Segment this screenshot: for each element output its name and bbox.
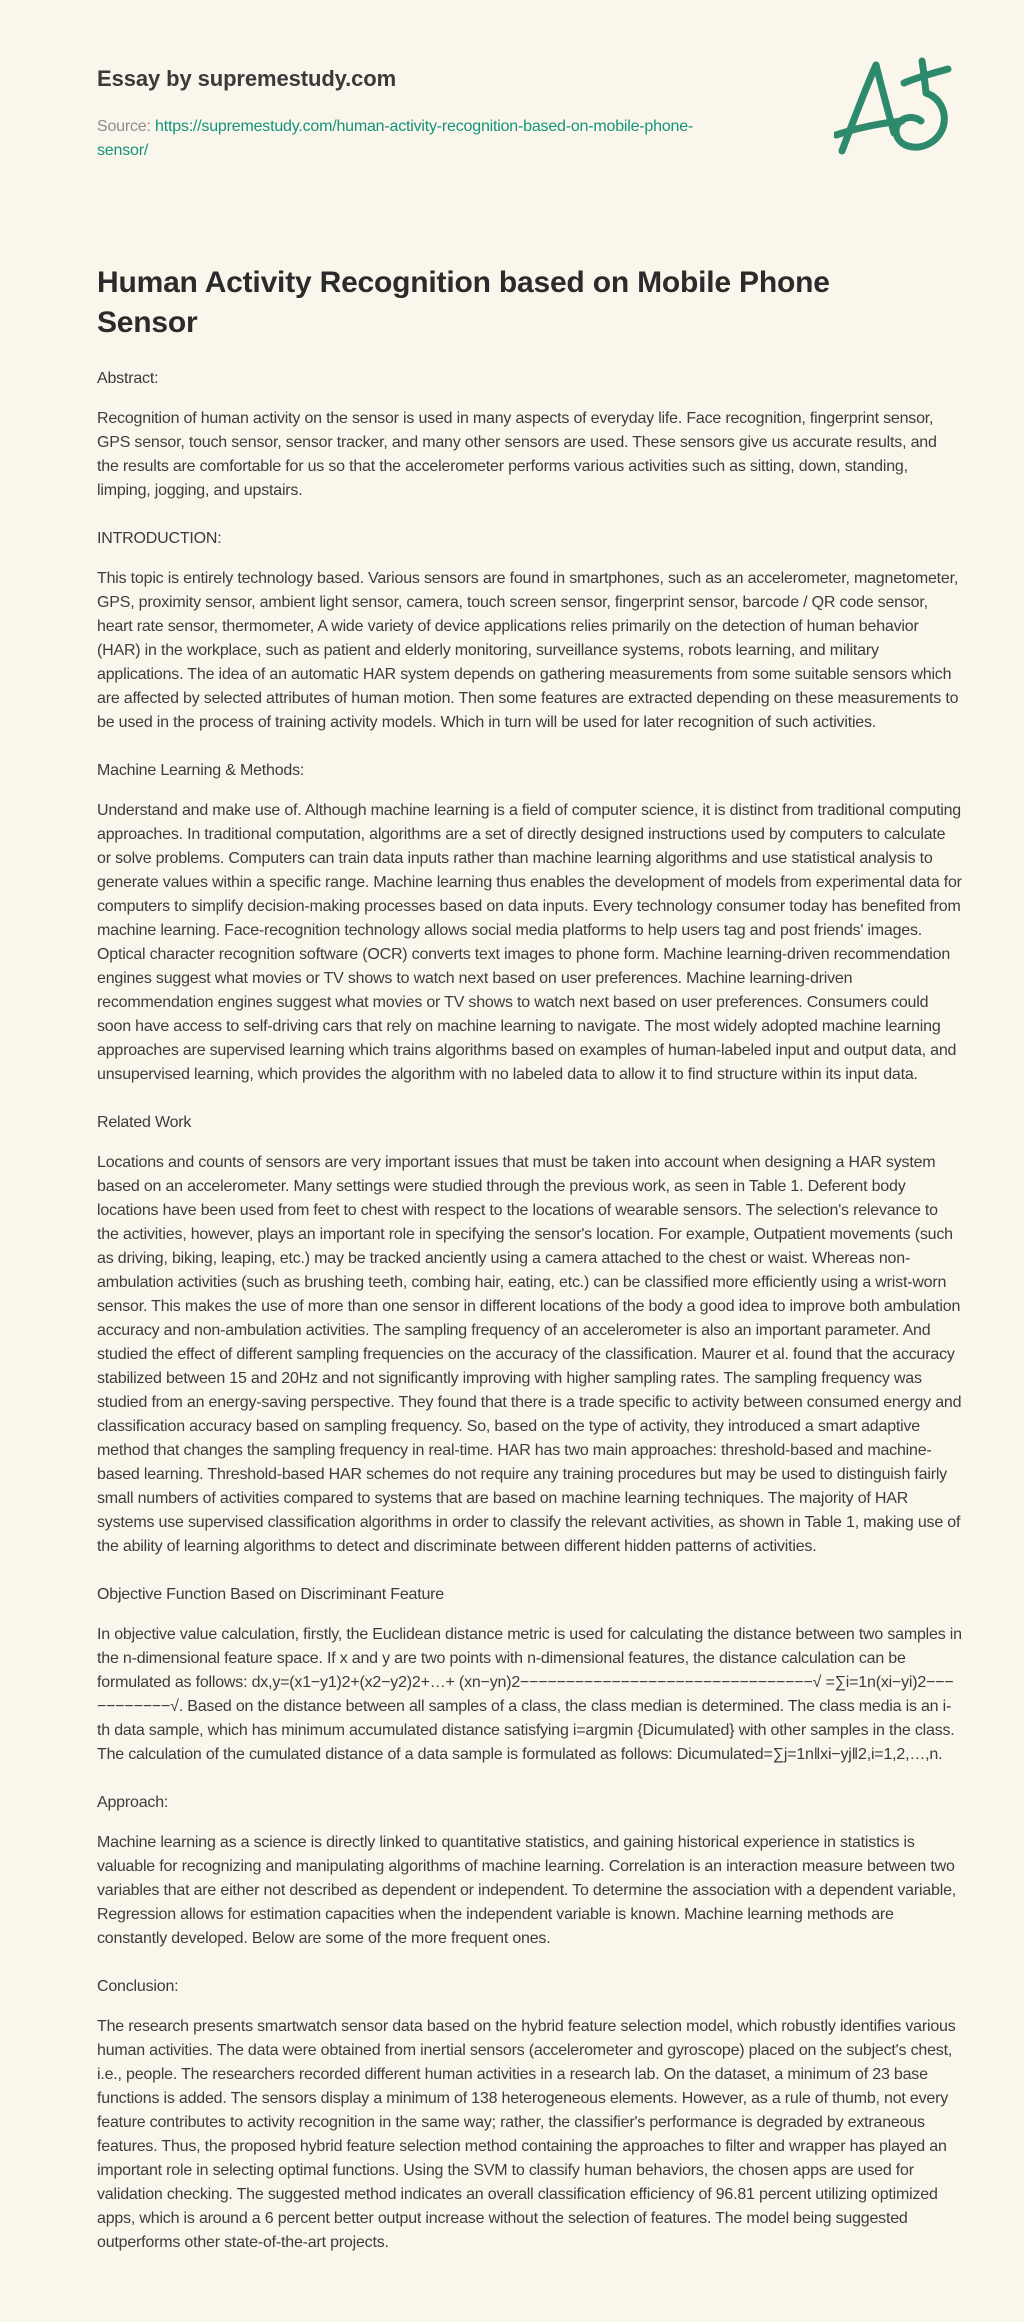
section-heading: INTRODUCTION: xyxy=(97,530,222,547)
section-body: Understand and make use of. Although machine learning is a field of computer science, it is distinct from traditional computing approaches. In traditional computation, algorithms are a set of directly designed instructions used by computers to calculate or solve problems. Computers can train data inputs rather than machine learning algorithms and use statistical analysis to generate values within a specific range. Machine learning thus enables the development of models from experimental data for computers to simplify decision-making processes based on data inputs. Every technology consumer today has benefited from machine learning. Face-recognition technology allows social media platforms to help users tag and post friends' images. Optical character recognition software (OCR) converts text images to phone form. Machine learning-driven recommendation engines suggest what movies or TV shows to watch next based on user preferences. Machine learning-driven recommendation engines suggest what movies or TV shows to watch next based on user preferences. Consumers could soon have access to self-driving cars that rely on machine learning to navigate. The most widely adopted machine learning approaches are supervised learning which trains algorithms based on examples of human-labeled input and output data, and unsupervised learning, which provides the algorithm with no labeled data to allow it to find structure within its input data. xyxy=(97,802,962,1083)
section-heading: Abstract: xyxy=(97,370,159,387)
section-body: Machine learning as a science is directly linked to quantitative statistics, and gaining historical experience in statistics is valuable for recognizing and manipulating algorithms of machine learning. Correlation is an interaction measure between two variables that are either not described as dependent or independent. To determine the association with a dependent variable, Regression allows for estimation capacities when the independent variable is known. Machine learning methods are constantly developed. Below are some of the more frequent ones. xyxy=(97,1834,957,1947)
section-machine-learning-methods xyxy=(97,759,962,1087)
section-body: In objective value calculation, firstly, the Euclidean distance metric is used for calculating the distance between two samples in the n-dimensional feature space. If x and y are two points with n-dimensional features, the distance calculation can be formulated as follows: dx,y=(x1−y1)2+(x2−y2)2+…+ (xn−yn)2−−−−−−−−−−−−−−−−−−−−−−−−−−−−−−−−√ =∑i=1n(xi−yi)2−−−−−−−−−−−√. Based on the distance between all samples of a class, the class median is determined. The class media is an i-th data sample, which has minimum accumulated distance satisfying i=argmin {Dicumulated} with other samples in the class. The calculation of the cumulated distance of a data sample is formulated as follows: Dicumulated=∑j=1n‖xi−yj‖2,i=1,2,…,n. xyxy=(97,1626,962,1763)
source-line xyxy=(97,115,742,163)
section-heading: Objective Function Based on Discriminant Feature xyxy=(97,1586,445,1603)
section-conclusion xyxy=(97,1975,962,2255)
section-heading: Conclusion: xyxy=(97,1978,179,1995)
section-body: The research presents smartwatch sensor data based on the hybrid feature selection model, which robustly identifies various human activities. The data were obtained from inertial sensors (accelerometer and gyroscope) placed on the subject's chest, i.e., people. The researchers recorded different human activities in a research lab. On the dataset, a minimum of 23 base functions is added. The sensors display a minimum of 138 heterogeneous elements. However, as a rule of thumb, not every feature contributes to activity recognition in the same way; rather, the classifier's performance is degraded by extraneous features. Thus, the proposed hybrid feature selection method containing the approaches to filter and wrapper has played an important role in selecting optimal functions. Using the SVM to classify human behaviors, the chosen apps are used for validation checking. The suggested method indicates an overall classification efficiency of 96.81 percent utilizing optimized apps, which is around a 6 percent better output increase without the selection of features. The model being suggested outperforms other state-of-the-art projects. xyxy=(97,2018,956,2251)
section-related-work xyxy=(97,1111,962,1559)
source-label: Source: xyxy=(97,118,151,135)
section-abstract xyxy=(97,367,962,503)
section-heading: Related Work xyxy=(97,1114,192,1131)
section-heading: Machine Learning & Methods: xyxy=(97,762,305,779)
section-heading: Approach: xyxy=(97,1794,169,1811)
header-title: Essay by supremestudy.com xyxy=(97,66,397,91)
section-body: Locations and counts of sensors are very important issues that must be taken into account when designing a HAR system based on an accelerometer. Many settings were studied through the previous work, as seen in Table 1. Deferent body locations have been used from feet to chest with respect to the locations of wearable sensors. The selection's relevance to the activities, however, plays an important role in specifying the sensor's location. For example, Outpatient movements (such as driving, biking, leaping, etc.) may be tracked anciently using a camera attached to the chest or waist. Whereas non-ambulation activities (such as brushing teeth, combing hair, eating, etc.) can be classified more efficiently using a wrist-worn sensor. This makes the use of more than one sensor in different locations of the body a good idea to improve both ambulation accuracy and non-ambulation activities. The sampling frequency of an accelerometer is also an important parameter. And studied the effect of different sampling frequencies on the accuracy of the classification. Maurer et al. found that the accuracy stabilized between 15 and 20Hz and not significantly improving with higher sampling rates. The sampling frequency was studied from an energy-saving perspective. They found that there is a trade specific to activity between consumed energy and classification accuracy based on sampling frequency. So, based on the type of activity, they introduced a smart adaptive method that changes the sampling frequency in real-time. HAR has two main approaches: threshold-based and machine-based learning. Threshold-based HAR schemes do not require any training procedures but may be used to distinguish fairly small numbers of activities compared to systems that are based on machine learning techniques. The majority of HAR systems use supervised classification algorithms in order to classify the relevant activities, as shown in Table 1, making use of the ability of learning algorithms to detect and discriminate between different hidden patterns of activities. xyxy=(97,1154,962,1555)
section-introduction xyxy=(97,527,962,735)
logo-a-left-stroke xyxy=(842,65,876,151)
source-link[interactable]: https://supremestudy.com/human-activity-recognition-based-on-mobile-phone-sensor/ xyxy=(97,118,694,159)
aplus-logo-icon xyxy=(834,56,964,158)
section-body: Recognition of human activity on the sensor is used in many aspects of everyday life. Face recognition, fingerprint sensor, GPS sensor, touch sensor, sensor tracker, and many other sensors are used. These sensors give us accurate results, and the results are comfortable for us so that the accelerometer performs various activities such as sitting, down, standing, limping, jogging, and upstairs. xyxy=(97,410,937,499)
essay-article xyxy=(97,263,962,2255)
article-title: Human Activity Recognition based on Mobile Phone Sensor xyxy=(97,266,830,339)
page-header xyxy=(97,66,962,163)
section-objective-function xyxy=(97,1583,962,1767)
section-approach xyxy=(97,1791,962,1951)
section-body: This topic is entirely technology based. Various sensors are found in smartphones, such as an accelerometer, magnetometer, GPS, proximity sensor, ambient light sensor, camera, touch screen sensor, fingerprint sensor, barcode / QR code sensor, heart rate sensor, thermometer, A wide variety of device applications relies primarily on the detection of human behavior (HAR) in the workplace, such as patient and elderly monitoring, surveillance systems, robots learning, and military applications. The idea of an automatic HAR system depends on gathering measurements from some suitable sensors which are affected by selected attributes of human motion. Then some features are extracted depending on these measurements to be used in the process of training activity models. Which in turn will be used for later recognition of such activities. xyxy=(97,570,959,731)
